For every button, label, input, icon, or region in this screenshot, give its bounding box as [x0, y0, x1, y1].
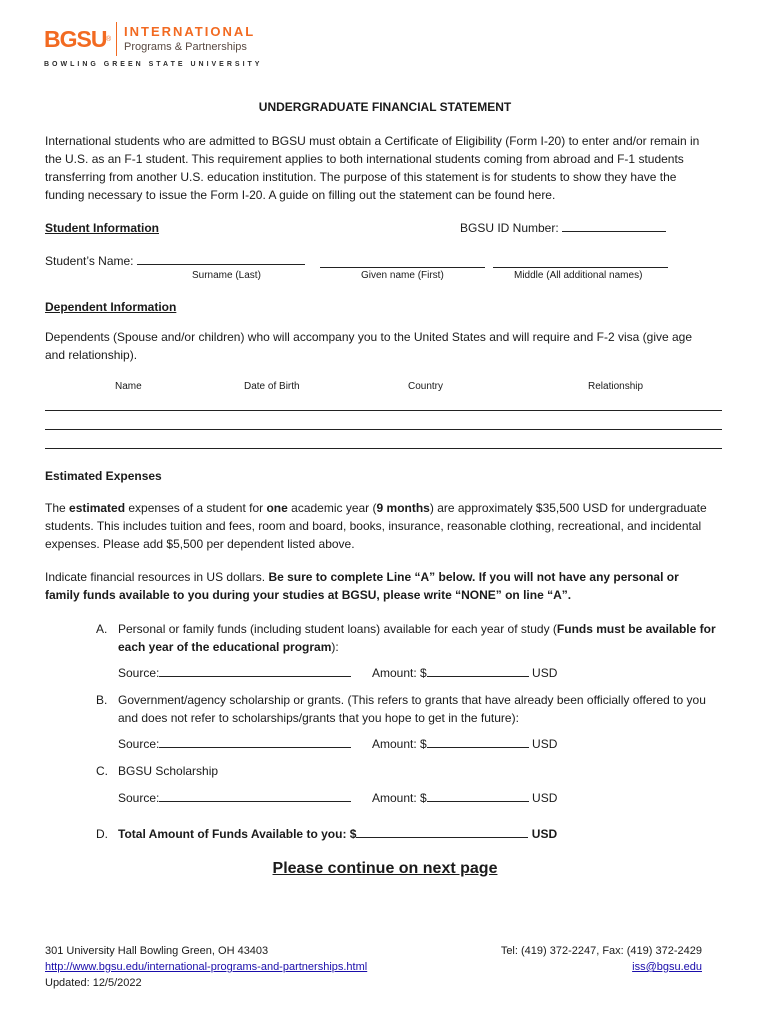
logo-programs-partnerships: Programs & Partnerships — [124, 41, 247, 53]
expenses-text-2: expenses of a student for — [125, 501, 267, 515]
footer-email-link[interactable]: iss@bgsu.edu — [632, 961, 702, 973]
amount-label: Amount: $ — [372, 666, 427, 680]
dependent-info-heading: Dependent Information — [45, 300, 177, 314]
expenses-bold-months: 9 months — [376, 501, 430, 515]
item-b-amount-field[interactable] — [372, 735, 557, 753]
column-date-of-birth: Date of Birth — [244, 381, 300, 392]
instruction-bold: Be sure to complete Line “A” below. If you will not have any personal or family funds available to you during your studies at BGSU, please write “NONE” on line “A”. — [45, 570, 679, 602]
usd-label: USD — [531, 827, 558, 841]
logo-bgsu-text: BGSU — [44, 26, 107, 52]
dependent-info-text: Dependents (Spouse and/or children) who will accompany you to the United States and will require and F-2 visa (give age and relationship). — [45, 330, 693, 362]
given-name-line[interactable] — [320, 255, 485, 268]
item-a-text — [118, 620, 724, 656]
dependent-line-1[interactable] — [45, 410, 722, 411]
source-label: Source: — [118, 791, 160, 805]
footer-website-link[interactable]: http://www.bgsu.edu/international-programs-and-partnerships.html — [45, 961, 368, 973]
item-a-amount-field[interactable] — [372, 664, 557, 682]
amount-label: Amount: $ — [372, 737, 427, 751]
dependent-line-2[interactable] — [45, 429, 722, 430]
total-funds-label: Total Amount of Funds Available to you: $ — [118, 827, 357, 841]
middle-name-line[interactable] — [493, 255, 668, 268]
expenses-paragraph — [45, 499, 710, 553]
usd-label: USD — [532, 737, 558, 751]
logo-international: INTERNATIONAL — [124, 24, 256, 39]
surname-caption: Surname (Last) — [192, 270, 261, 281]
source-label: Source: — [118, 737, 160, 751]
expenses-heading: Estimated Expenses — [45, 469, 162, 483]
expenses-bold-one: one — [266, 501, 288, 515]
column-name: Name — [115, 381, 142, 392]
logo-registered-mark: ® — [106, 36, 112, 43]
total-funds-field[interactable] — [118, 825, 557, 843]
bgsu-id-field[interactable] — [460, 219, 666, 237]
student-name-label: Student’s Name: — [45, 254, 137, 268]
amount-label: Amount: $ — [372, 791, 427, 805]
logo-university-name: BOWLING GREEN STATE UNIVERSITY — [44, 61, 263, 68]
item-d-letter: D. — [96, 827, 108, 841]
continue-notice: Please continue on next page — [272, 860, 498, 877]
footer-address: 301 University Hall Bowling Green, OH 43403 — [45, 945, 269, 957]
footer-updated: Updated: 12/5/2022 — [45, 977, 142, 989]
item-b-letter: B. — [96, 693, 108, 707]
item-c-text: BGSU Scholarship — [118, 764, 219, 778]
middle-name-caption: Middle (All additional names) — [514, 270, 643, 281]
student-name-field[interactable] — [45, 252, 305, 270]
column-relationship: Relationship — [588, 381, 644, 392]
item-b-text: Government/agency scholarship or grants. (This refers to grants that have already been officially offered to you and does not refer to scholarships/grants that you hope to get in the future): — [118, 693, 706, 725]
item-a-end: ): — [331, 640, 339, 654]
page-title: UNDERGRADUATE FINANCIAL STATEMENT — [258, 100, 512, 114]
bgsu-logo — [44, 22, 263, 70]
logo-divider — [116, 22, 117, 56]
item-b-source-field[interactable] — [118, 735, 351, 753]
given-name-caption: Given name (First) — [361, 270, 444, 281]
item-a-source-field[interactable] — [118, 664, 351, 682]
source-label: Source: — [118, 666, 160, 680]
expenses-text-3: academic year ( — [287, 501, 377, 515]
item-a-bold: Funds must be available for each year of the educational program — [118, 622, 716, 654]
item-c-letter: C. — [96, 764, 108, 778]
item-c-source-field[interactable] — [118, 789, 351, 807]
expenses-text-4: ) are approximately $35,500 USD for undergraduate students. This includes tuition and fees, room and board, books, insurance, reasonable clothing, recreational, and incidental expenses. Please add $5,500 per dependent listed above. — [45, 501, 707, 551]
bgsu-id-label: BGSU ID Number: — [460, 221, 563, 235]
resources-instruction — [45, 568, 713, 604]
item-a-desc: Personal or family funds (including student loans) available for each year of study ( — [118, 622, 557, 636]
student-info-heading: Student Information — [45, 221, 159, 235]
item-c-amount-field[interactable] — [372, 789, 557, 807]
column-country: Country — [408, 381, 444, 392]
item-a-letter: A. — [96, 622, 108, 636]
expenses-text-1: The — [45, 501, 70, 515]
expenses-bold-estimated: estimated — [69, 501, 126, 515]
footer-phone-fax: Tel: (419) 372-2247, Fax: (419) 372-2429 — [500, 945, 702, 957]
usd-label: USD — [532, 791, 558, 805]
usd-label: USD — [532, 666, 558, 680]
intro-paragraph: International students who are admitted to BGSU must obtain a Certificate of Eligibility (Form I-20) to enter and/or remain in the U.S. as an F-1 student. This requirement applies to both international students coming from abroad and F-1 students transferring from another U.S. education institution. The purpose of this statement is for students to show they have the funding necessary to issue the Form I-20. A guide on filling out the statement can be found here. — [45, 134, 700, 202]
dependent-line-3[interactable] — [45, 448, 722, 449]
instruction-text: Indicate financial resources in US dollars. — [45, 570, 269, 584]
